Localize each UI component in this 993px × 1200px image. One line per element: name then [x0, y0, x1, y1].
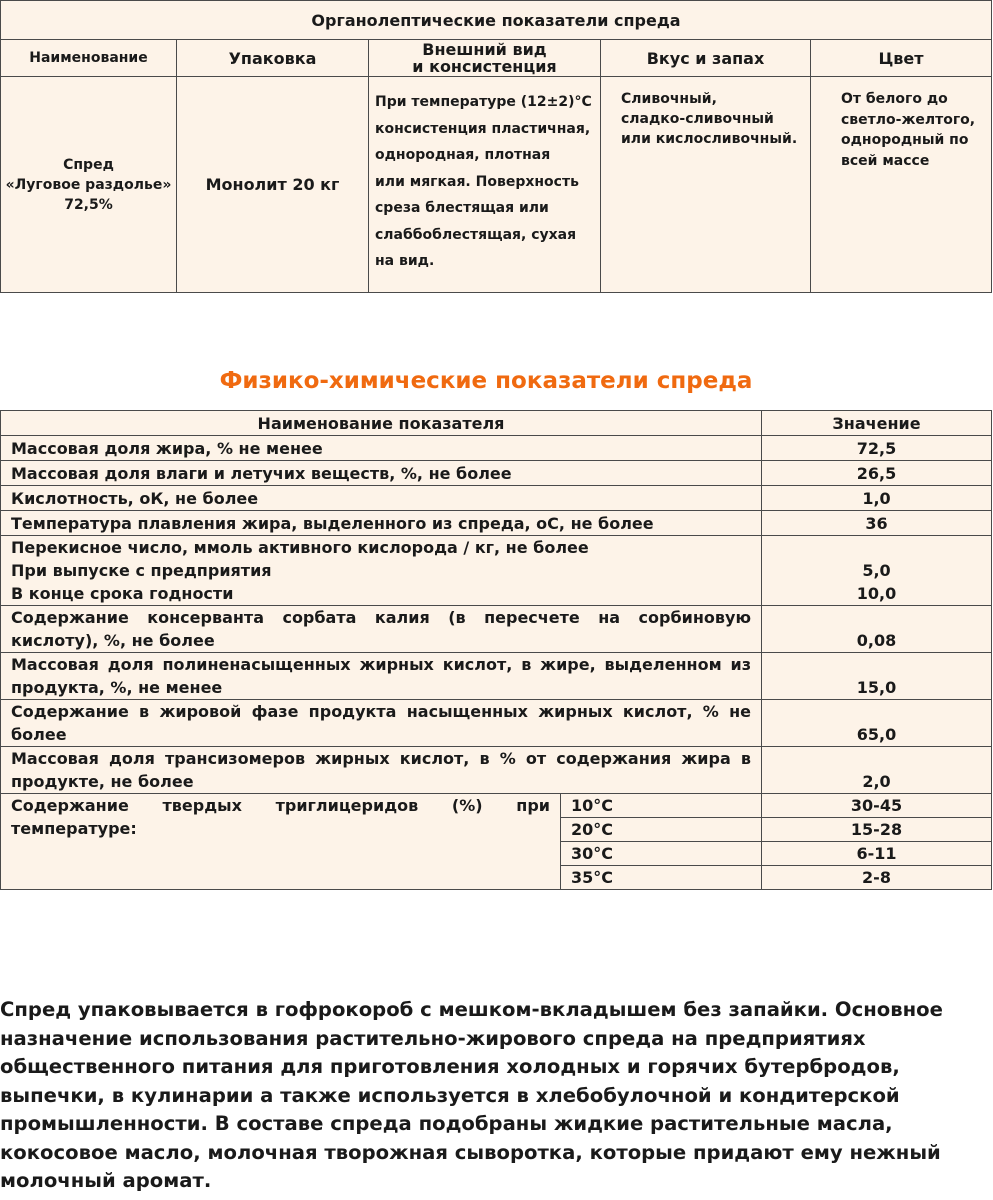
- product-name-text: Спред «Луговое раздолье» 72,5%: [5, 156, 172, 213]
- param-cell: Содержание консерванта сорбата калия (в пересчете на сорбиновую кислоту), %, не более: [1, 606, 762, 653]
- cell-taste: [601, 77, 811, 293]
- table-row: [1, 536, 992, 606]
- value-cell: 15-28: [762, 818, 992, 842]
- table-row: [1, 436, 992, 461]
- header-appearance: [369, 40, 601, 77]
- value-cell: 1,0: [762, 486, 992, 511]
- organoleptic-table: [0, 0, 992, 293]
- header-value: Значение: [762, 411, 992, 436]
- appearance-text: При температуре (12±2)°С консистенция пластичная, однородная, плотная или мягкая. Поверхность среза блестящая или слаббоблестящая, сухая на вид.: [375, 94, 592, 269]
- value-cell: 15,0: [762, 653, 992, 700]
- table-row: [1, 747, 992, 794]
- table-row: [1, 486, 992, 511]
- param-cell: Содержание в жировой фазе продукта насыщенных жирных кислот, % не более: [1, 700, 762, 747]
- value-cell: 2-8: [762, 866, 992, 890]
- value-cell: 2,0: [762, 747, 992, 794]
- table-row: [1, 461, 992, 486]
- header-taste: Вкус и запах: [601, 40, 811, 77]
- table-row: [1, 511, 992, 536]
- param-cell: [1, 536, 762, 606]
- value-cell: 72,5: [762, 436, 992, 461]
- table-row: [1, 606, 992, 653]
- value-cell: 36: [762, 511, 992, 536]
- cell-packaging: Монолит 20 кг: [177, 77, 369, 293]
- header-color: Цвет: [811, 40, 992, 77]
- color-text: От белого до светло-желтого, однородный по всей массе: [841, 91, 976, 169]
- peroxide-text: Перекисное число, ммоль активного кислорода / кг, не более При выпуске с предприятия В конце срока годности: [11, 538, 589, 603]
- temp-cell: 10°С: [561, 794, 762, 818]
- organoleptic-title: Органолептические показатели спреда: [1, 1, 992, 40]
- triglycerides-param: Содержание твердых триглицеридов (%) при температуре:: [1, 794, 561, 890]
- param-cell: Температура плавления жира, выделенного из спреда, оС, не более: [1, 511, 762, 536]
- param-cell: Массовая доля жира, % не менее: [1, 436, 762, 461]
- param-cell: Массовая доля трансизомеров жирных кислот, в % от содержания жира в продукте, не более: [1, 747, 762, 794]
- value-cell: 26,5: [762, 461, 992, 486]
- param-cell: Кислотность, оК, не более: [1, 486, 762, 511]
- value-cell: 0,08: [762, 606, 992, 653]
- param-cell: Массовая доля влаги и летучих веществ, %, не более: [1, 461, 762, 486]
- table-row: [1, 794, 992, 818]
- header-packaging: Упаковка: [177, 40, 369, 77]
- physchem-table: [0, 410, 992, 890]
- value-cell: 6-11: [762, 842, 992, 866]
- table-row: [1, 653, 992, 700]
- physchem-title: Физико-химические показатели спреда: [219, 368, 753, 394]
- header-name: Наименование: [1, 40, 177, 77]
- cell-color: [811, 77, 992, 293]
- value-cell: 65,0: [762, 700, 992, 747]
- header-appearance-text: Внешний вид и консистенция: [412, 40, 557, 76]
- taste-text: Сливочный, сладко-сливочный или кислосливочный.: [621, 91, 798, 147]
- header-param: Наименование показателя: [1, 411, 762, 436]
- param-cell: Массовая доля полиненасыщенных жирных кислот, в жире, выделенном из продукта, %, не менее: [1, 653, 762, 700]
- table-row: [1, 700, 992, 747]
- cell-appearance: [369, 77, 601, 293]
- value-cell: [762, 536, 992, 606]
- temp-cell: 35°С: [561, 866, 762, 890]
- temp-cell: 20°С: [561, 818, 762, 842]
- value-cell: 30-45: [762, 794, 992, 818]
- description-paragraph: Спред упаковывается в гофрокороб с мешком-вкладышем без запайки. Основное назначение использования растительно-жирового спреда на предприятиях общественного питания для приготовления холодных и горячих бутербродов, выпечки, в кулинарии а также используется в хлебобулочной и кондитерской промышленности. В составе спреда подобраны жидкие растительные масла, кокосовое масло, молочная творожная сыворотка, которые придают ему нежный молочный аромат.: [0, 998, 943, 1192]
- peroxide-values: 5,0 10,0: [856, 561, 897, 603]
- temp-cell: 30°С: [561, 842, 762, 866]
- cell-product-name: [1, 77, 177, 293]
